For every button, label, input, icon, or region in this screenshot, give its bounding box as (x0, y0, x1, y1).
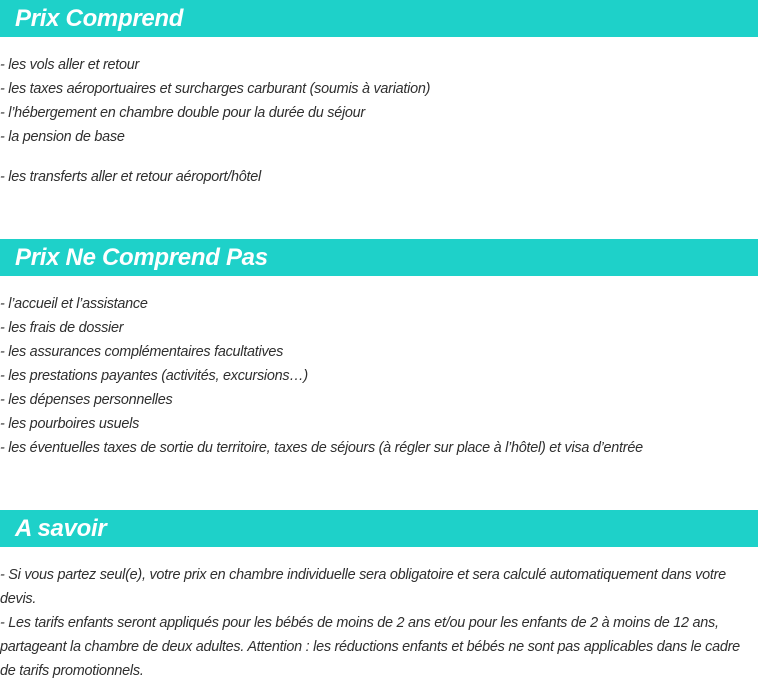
section-title: A savoir (15, 515, 107, 542)
section-header-a-savoir (0, 510, 758, 547)
info-paragraph: - Si vous partez seul(e), votre prix en chambre individuelle sera obligatoire et sera calculé automatiquement dans votre devis. (0, 567, 726, 607)
list-item: - les taxes aéroportuaires et surcharges carburant (soumis à variation) (0, 81, 431, 97)
list-item: - les prestations payantes (activités, excursions…) (0, 368, 308, 384)
list-item: - les éventuelles taxes de sortie du territoire, taxes de séjours (à régler sur place à l’hôtel) et visa d’entrée (0, 440, 643, 456)
section-title: Prix Comprend (15, 5, 184, 32)
list-item: - l’hébergement en chambre double pour la durée du séjour (0, 105, 365, 121)
included-list (0, 53, 758, 189)
section-header-prix-ne-comprend-pas (0, 239, 758, 276)
info-paragraphs (0, 563, 755, 683)
list-item: - les transferts aller et retour aéroport/hôtel (0, 169, 261, 185)
list-item: - les dépenses personnelles (0, 392, 173, 408)
section-title: Prix Ne Comprend Pas (15, 244, 268, 271)
list-item: - la pension de base (0, 129, 125, 145)
list-item: - les assurances complémentaires facultatives (0, 344, 284, 360)
list-item: - les pourboires usuels (0, 416, 140, 432)
list-item: - les vols aller et retour (0, 57, 140, 73)
not-included-list (0, 292, 758, 460)
section-header-prix-comprend (0, 0, 758, 37)
info-paragraph: - Les tarifs enfants seront appliqués pour les bébés de moins de 2 ans et/ou pour les enfants de 2 à moins de 12 ans, partageant la chambre de deux adultes. Attention : les réductions enfants et bébés ne sont pas applicables dans le cadre de tarifs promotionnels. (0, 615, 740, 679)
list-item: - les frais de dossier (0, 320, 124, 336)
list-item: - l’accueil et l’assistance (0, 296, 148, 312)
